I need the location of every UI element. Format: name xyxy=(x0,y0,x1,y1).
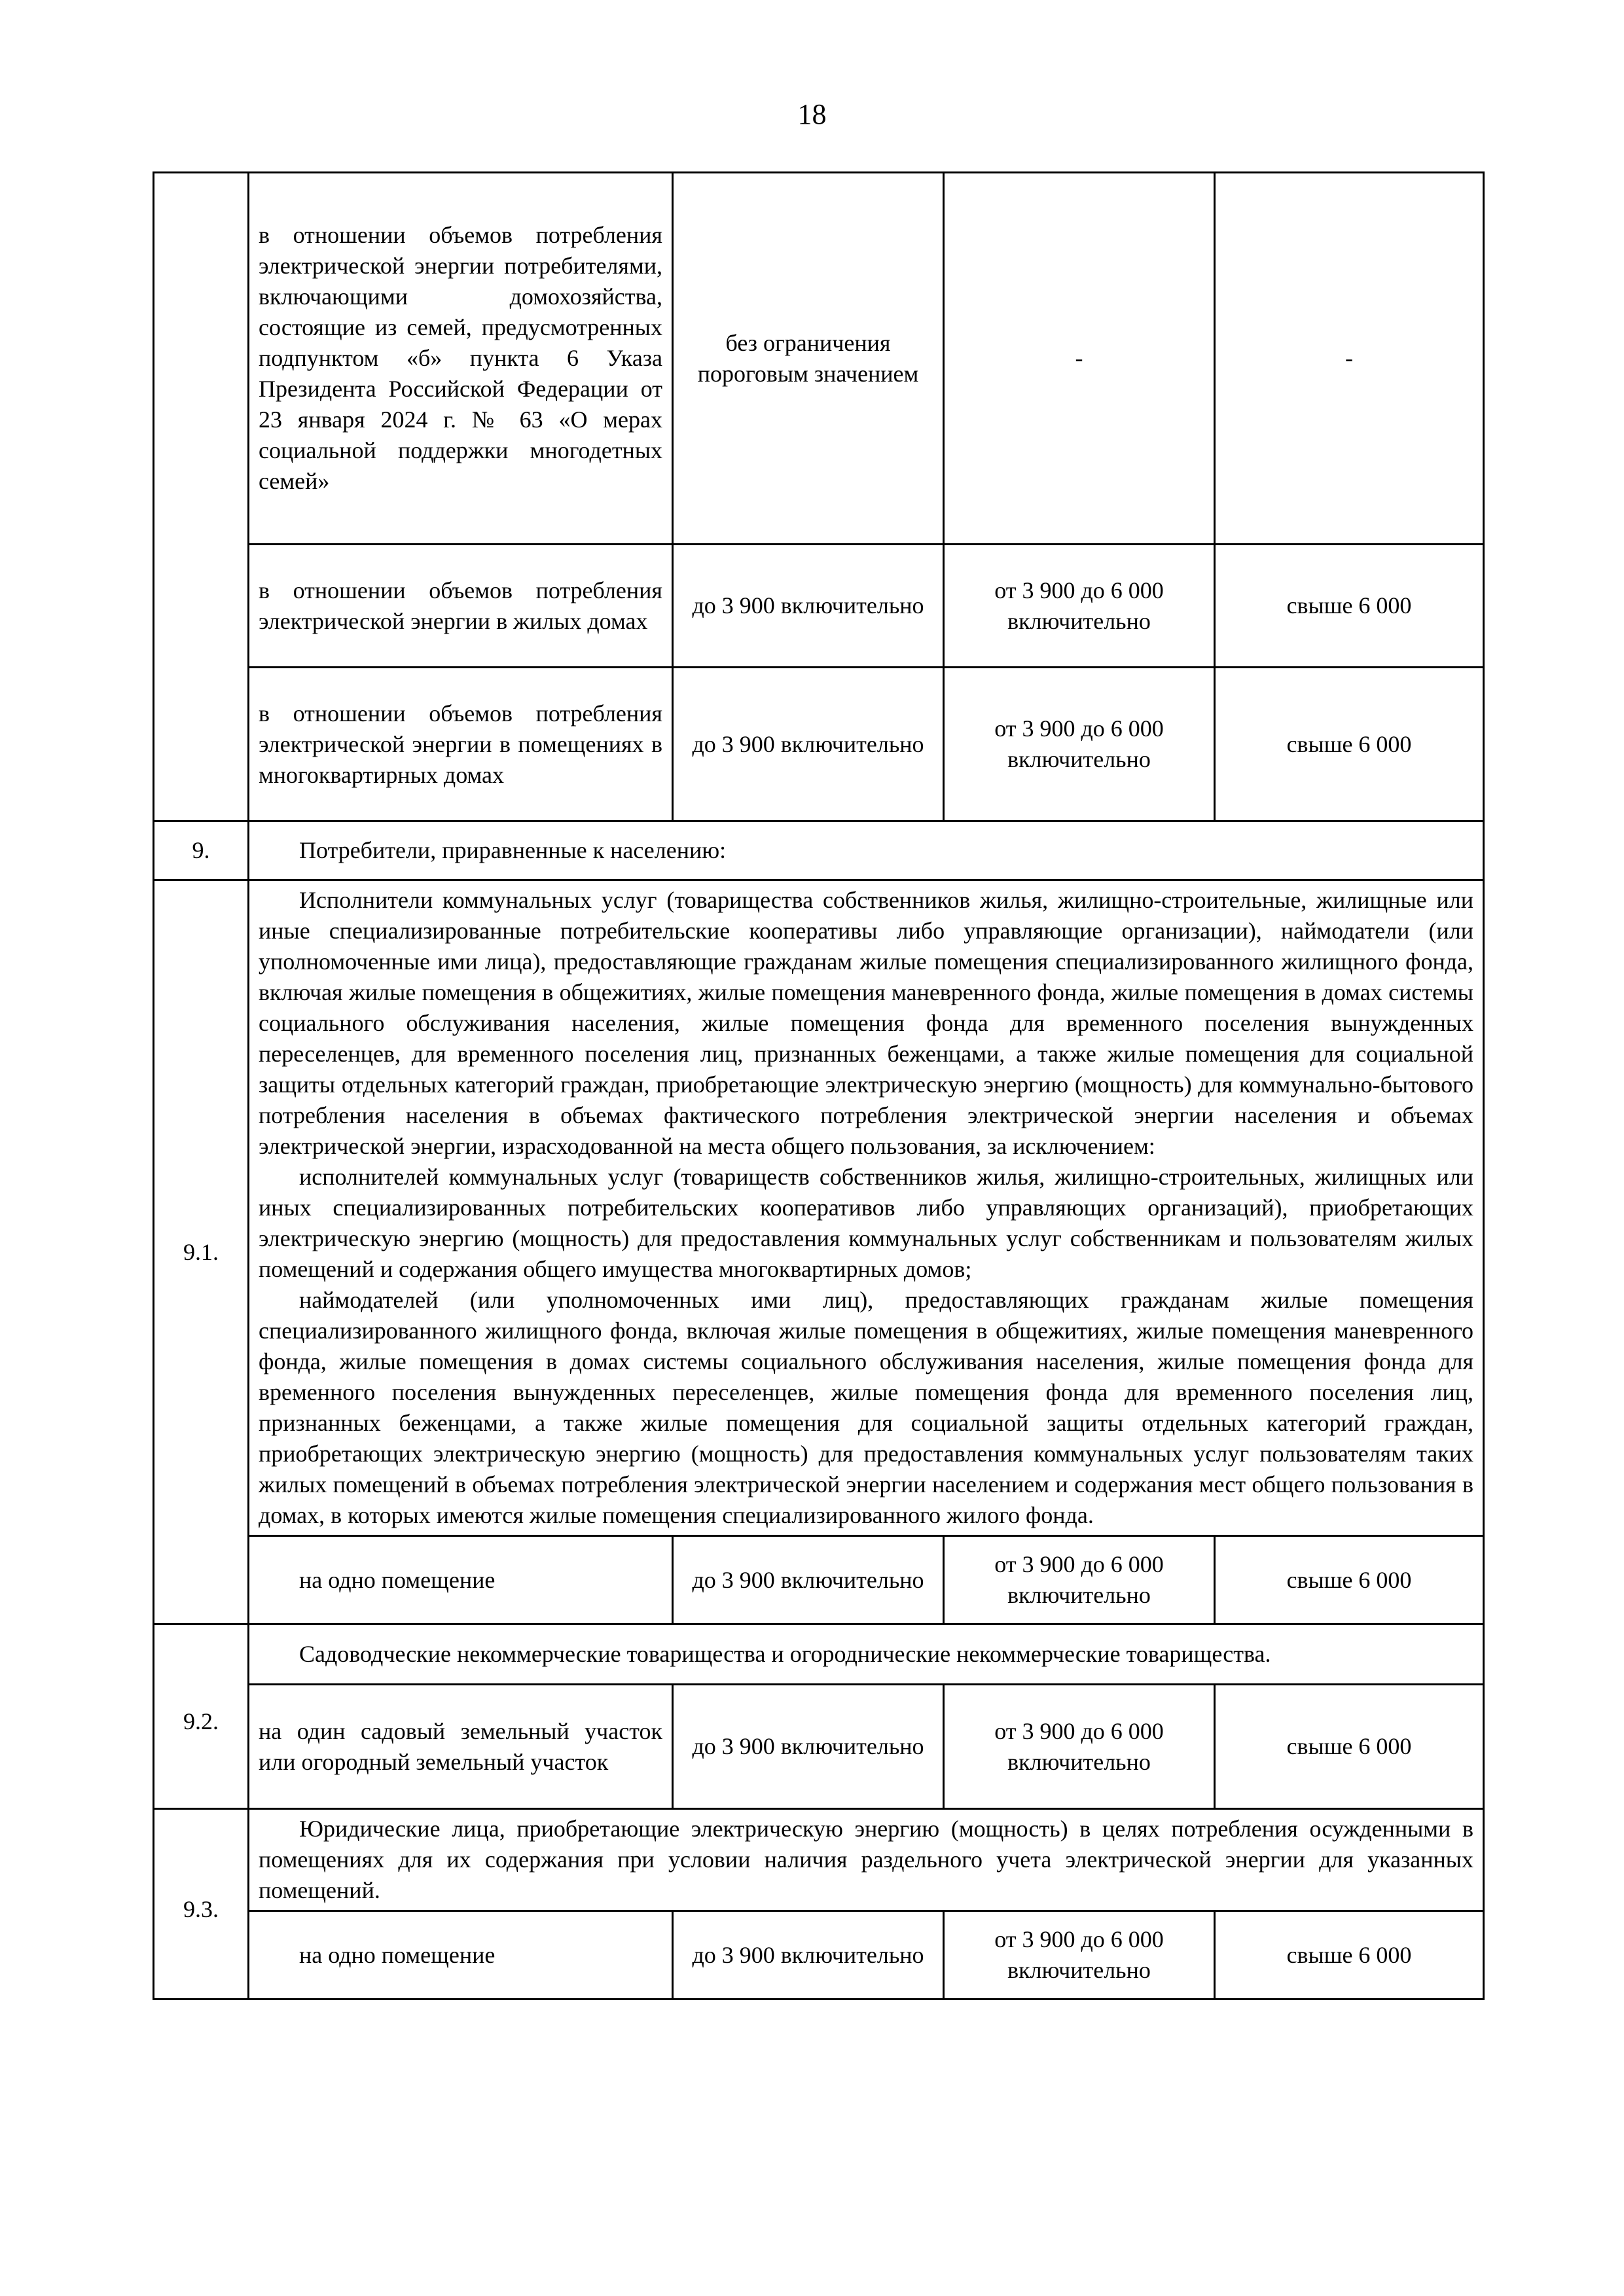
paragraph: Юридические лица, приобретающие электрическую энергию (мощность) в целях потребления осужденными в помещениях для их содержания при условии наличия раздельного учета электрической энергии для указанных помещений. xyxy=(259,1816,1473,1903)
row-description: на одно помещение xyxy=(249,1536,673,1624)
table-row xyxy=(154,545,1484,668)
range-low: до 3 900 включительно xyxy=(673,1685,944,1809)
range-low: до 3 900 включительно xyxy=(673,545,944,668)
section-number: 9.1. xyxy=(154,880,249,1624)
row-number-empty xyxy=(154,173,249,821)
range-high: свыше 6 000 xyxy=(1215,1911,1484,2000)
table-row xyxy=(154,173,1484,545)
row-description: на один садовый земельный участок или огородный земельный участок xyxy=(249,1685,673,1809)
range-high: свыше 6 000 xyxy=(1215,545,1484,668)
range-low: без ограничения пороговым значением xyxy=(673,173,944,545)
range-low: до 3 900 включительно xyxy=(673,668,944,821)
range-mid: от 3 900 до 6 000 включительно xyxy=(944,1685,1215,1809)
table-row xyxy=(154,1911,1484,2000)
table-row xyxy=(154,668,1484,821)
range-mid: от 3 900 до 6 000 включительно xyxy=(944,1911,1215,2000)
paragraph: наймодателей (или уполномоченных ими лиц), предоставляющих гражданам жилые помещения специализированного жилищного фонда, включая жилые помещения в общежитиях, жилые помещения маневренного фонда, жилые помещения в домах системы социального обслуживания населения, жилые помещения фонда для временного поселения вынужденных переселенцев, жилые помещения фонда для временного поселения лиц, признанных беженцами, а также жилые помещения для социальной защиты отдельных категорий граждан, приобретающих электрическую энергию (мощность) для предоставления коммунальных услуг пользователям таких жилых помещений в объемах потребления электрической энергии населением и содержания мест общего пользования в домах, в которых имеются жилые помещения специализированного жилого фонда. xyxy=(259,1287,1473,1528)
range-high: свыше 6 000 xyxy=(1215,668,1484,821)
page-number: 18 xyxy=(797,98,827,130)
section-number: 9.2. xyxy=(154,1624,249,1809)
section-text xyxy=(249,1809,1484,1911)
tariff-table xyxy=(153,171,1485,2000)
section-title: Садоводческие некоммерческие товарищества и огороднические некоммерческие товарищества. xyxy=(249,1624,1484,1685)
range-low: до 3 900 включительно xyxy=(673,1536,944,1624)
range-high: свыше 6 000 xyxy=(1215,1685,1484,1809)
section-number: 9.3. xyxy=(154,1809,249,2000)
table-row xyxy=(154,1536,1484,1624)
range-mid: - xyxy=(944,173,1215,545)
range-mid: от 3 900 до 6 000 включительно xyxy=(944,545,1215,668)
row-description: в отношении объемов потребления электрической энергии потребителями, включающими домохозяйства, состоящие из семей, предусмотренных подпунктом «б» пункта 6 Указа Президента Российской Федерации от 23 января 2024 г. № 63 «О мерах социальной поддержки многодетных семей» xyxy=(249,173,673,545)
section-row-9-2 xyxy=(154,1624,1484,1685)
section-row-9-3 xyxy=(154,1809,1484,1911)
paragraph: Исполнители коммунальных услуг (товарищества собственников жилья, жилищно-строительные, жилищные или иные специализированные потребительские кооперативы либо управляющие организации), наймодатели (или уполномоченные ими лица), предоставляющие гражданам жилые помещения специализированного жилищного фонда, включая жилые помещения в общежитиях, жилые помещения маневренного фонда, жилые помещения в домах системы социального обслуживания населения, жилые помещения фонда для временного поселения вынужденных переселенцев, для временного поселения лиц, признанных беженцами, а также жилые помещения для социальной защиты отдельных категорий граждан, приобретающие электрическую энергию (мощность) для коммунально-бытового потребления населения в объемах фактического потребления электрической энергии населения и объемах электрической энергии, израсходованной на места общего пользования, за исключением: xyxy=(259,887,1473,1159)
row-description: в отношении объемов потребления электрической энергии в помещениях в многоквартирных домах xyxy=(249,668,673,821)
section-row-9 xyxy=(154,821,1484,880)
table-row xyxy=(154,1685,1484,1809)
range-high: - xyxy=(1215,173,1484,545)
range-mid: от 3 900 до 6 000 включительно xyxy=(944,668,1215,821)
range-mid: от 3 900 до 6 000 включительно xyxy=(944,1536,1215,1624)
range-low: до 3 900 включительно xyxy=(673,1911,944,2000)
section-text xyxy=(249,880,1484,1536)
section-row-9-1 xyxy=(154,880,1484,1536)
range-high: свыше 6 000 xyxy=(1215,1536,1484,1624)
section-number: 9. xyxy=(154,821,249,880)
row-description: в отношении объемов потребления электрической энергии в жилых домах xyxy=(249,545,673,668)
paragraph: исполнителей коммунальных услуг (товариществ собственников жилья, жилищно-строительных, жилищных или иных специализированных потребительских кооперативов либо управляющих организаций), приобретающих электрическую энергию (мощность) для предоставления коммунальных услуг собственникам и пользователям жилых помещений и содержания общего имущества многоквартирных домов; xyxy=(259,1164,1473,1282)
section-title: Потребители, приравненные к населению: xyxy=(249,821,1484,880)
row-description: на одно помещение xyxy=(249,1911,673,2000)
